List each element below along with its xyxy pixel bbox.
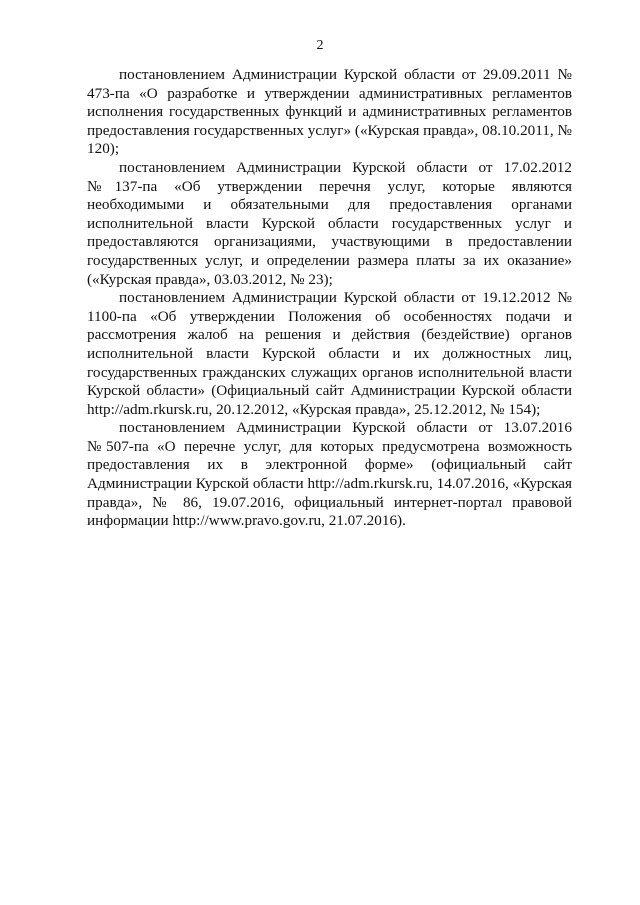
list-item-resolution-473: постановлением Администрации Курской области от 29.09.2011 № 473-па «О разработке и утверждении административных регламентов исполнения государственных функций и административных регламентов предоставления государственных услуг» («Курская правда», 08.10.2011, № 120); <box>87 66 572 158</box>
list-item-resolution-137: постановлением Администрации Курской области от 17.02.2012 №137-па «Об утверждении перечня услуг, которые являются необходимыми и обязательными для предоставления органами исполнительной власти Курской области государственных услуг и предоставляются организациями, участвующими в предоставлении государственных услуг, и определении размера платы за их оказание» («Курская правда», 03.03.2012, № 23); <box>87 158 572 288</box>
document-body <box>87 66 572 531</box>
page-number: 2 <box>316 38 324 53</box>
list-item-resolution-507: постановлением Администрации Курской области от 13.07.2016 №507-па «О перечне услуг, для которых предусмотрена возможность предоставления их в электронной форме» (официальный сайт Администрации Курской области http://adm.rkursk.ru, 14.07.2016, «Курская правда», № 86, 19.07.2016, официальный интернет-портал правовой информации http://www.pravo.gov.ru, 21.07.2016). <box>87 419 572 530</box>
list-item-resolution-1100: постановлением Администрации Курской области от 19.12.2012 № 1100-па «Об утверждении Положения об особенностях подачи и рассмотрения жалоб на решения и действия (бездействие) органов исполнительной власти Курской области и их должностных лиц, государственных гражданских служащих органов исполнительной власти Курской области» (Официальный сайт Администрации Курской области http://adm.rkursk.ru, 20.12.2012, «Курская правда», 25.12.2012, № 154); <box>87 289 572 418</box>
